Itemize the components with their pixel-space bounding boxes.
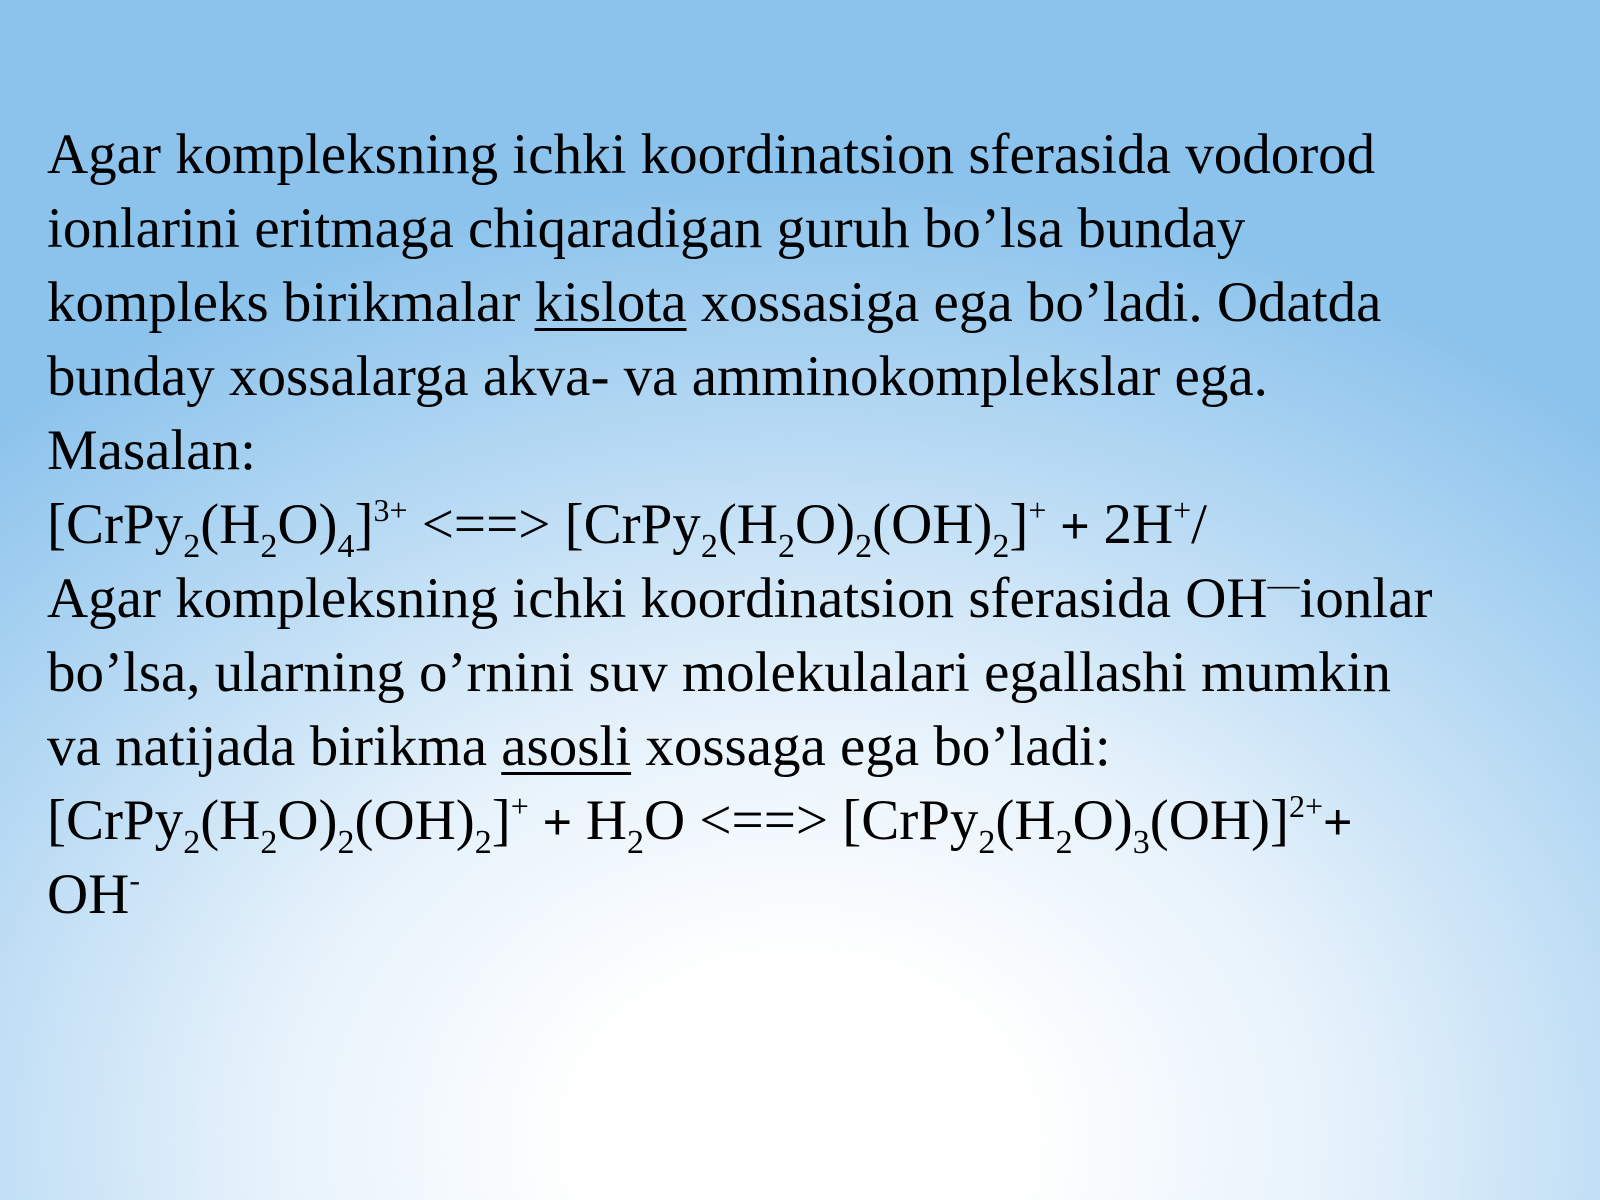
eq-text: [CrPy [47,493,184,556]
subscript: 2 [700,528,718,565]
paragraph1-line3 [47,266,1587,340]
text: xossasiga ega bo’ladi. Odatda [686,271,1382,334]
subscript: 2 [474,824,492,861]
eq-text: (H [200,789,261,852]
subscript: 2 [260,528,278,565]
superscript: 3+ [373,492,408,528]
eq-text: ] [1009,493,1029,556]
subscript: 2 [183,528,201,565]
eq-text: O) [277,493,338,556]
eq-text: (OH) [354,789,475,852]
term-asosli: asosli [501,715,632,778]
subscript: 3 [1132,824,1150,861]
eq-text: O <==> [CrPy [643,789,979,852]
text: ionlarini eritmaga chiqaradigan guruh bo’lsa bunday [47,197,1246,260]
equation-2-continued [47,858,1587,932]
superscript: + [1173,492,1192,528]
superscript: + [510,788,529,824]
superscript: — [1267,566,1300,602]
eq-text: ] [354,493,374,556]
text: Agar kompleksning ichki koordinatsion sferasida OH [47,567,1268,630]
subscript: 2 [1055,824,1073,861]
eq-text: (H [717,493,778,556]
eq-text: H [585,789,627,852]
paragraph2-line2 [47,636,1587,710]
text: bo’lsa, ularning o’rnini suv molekulalari egallashi mumkin [47,641,1391,704]
eq-text: [CrPy [47,789,184,852]
paragraph2-line3 [47,710,1587,784]
eq-text: (H [200,493,261,556]
eq-text: O) [794,493,856,556]
paragraph1-line2 [47,192,1587,266]
plus-sign: + [528,794,586,850]
subscript: 2 [260,824,278,861]
subscript: 2 [777,528,795,565]
eq-text: (OH) [872,493,993,556]
eq-text: (H [995,789,1056,852]
text: ionlar [1299,567,1433,630]
text: Masalan: [47,419,256,482]
eq-text: OH [47,863,130,926]
subscript: 2 [626,824,644,861]
subscript: 2 [855,528,873,565]
slide-body [47,118,1587,932]
superscript: 2+ [1289,788,1324,824]
subscript: 2 [978,824,996,861]
subscript: 2 [337,824,355,861]
plus-sign: + [1046,498,1104,554]
term-kislota: kislota [534,271,687,334]
paragraph2-line1 [47,562,1587,636]
superscript: + [1028,492,1047,528]
eq-text: O) [1072,789,1133,852]
equation-1 [47,488,1587,565]
paragraph1-line5 [47,414,1587,488]
eq-text: <==> [CrPy [407,493,701,556]
paragraph1-line1 [47,118,1587,192]
subscript: 2 [992,528,1010,565]
superscript: - [129,862,140,898]
subscript: 4 [337,528,355,565]
paragraph1-line4 [47,340,1587,414]
text: kompleks birikmalar [47,271,535,334]
text: bunday xossalarga akva- va amminokomplekslar ega. [47,345,1268,408]
text: xossaga ega bo’ladi: [631,715,1111,778]
plus-sign: + [1323,794,1353,850]
equation-2 [47,784,1587,861]
eq-text: / [1191,493,1207,556]
text: Agar kompleksning ichki koordinatsion sferasida vodorod [47,123,1376,186]
text: va natijada birikma [47,715,502,778]
eq-text: 2H [1103,493,1174,556]
eq-text: ] [491,789,511,852]
eq-text: (OH)] [1149,789,1290,852]
subscript: 2 [183,824,201,861]
eq-text: O) [277,789,338,852]
